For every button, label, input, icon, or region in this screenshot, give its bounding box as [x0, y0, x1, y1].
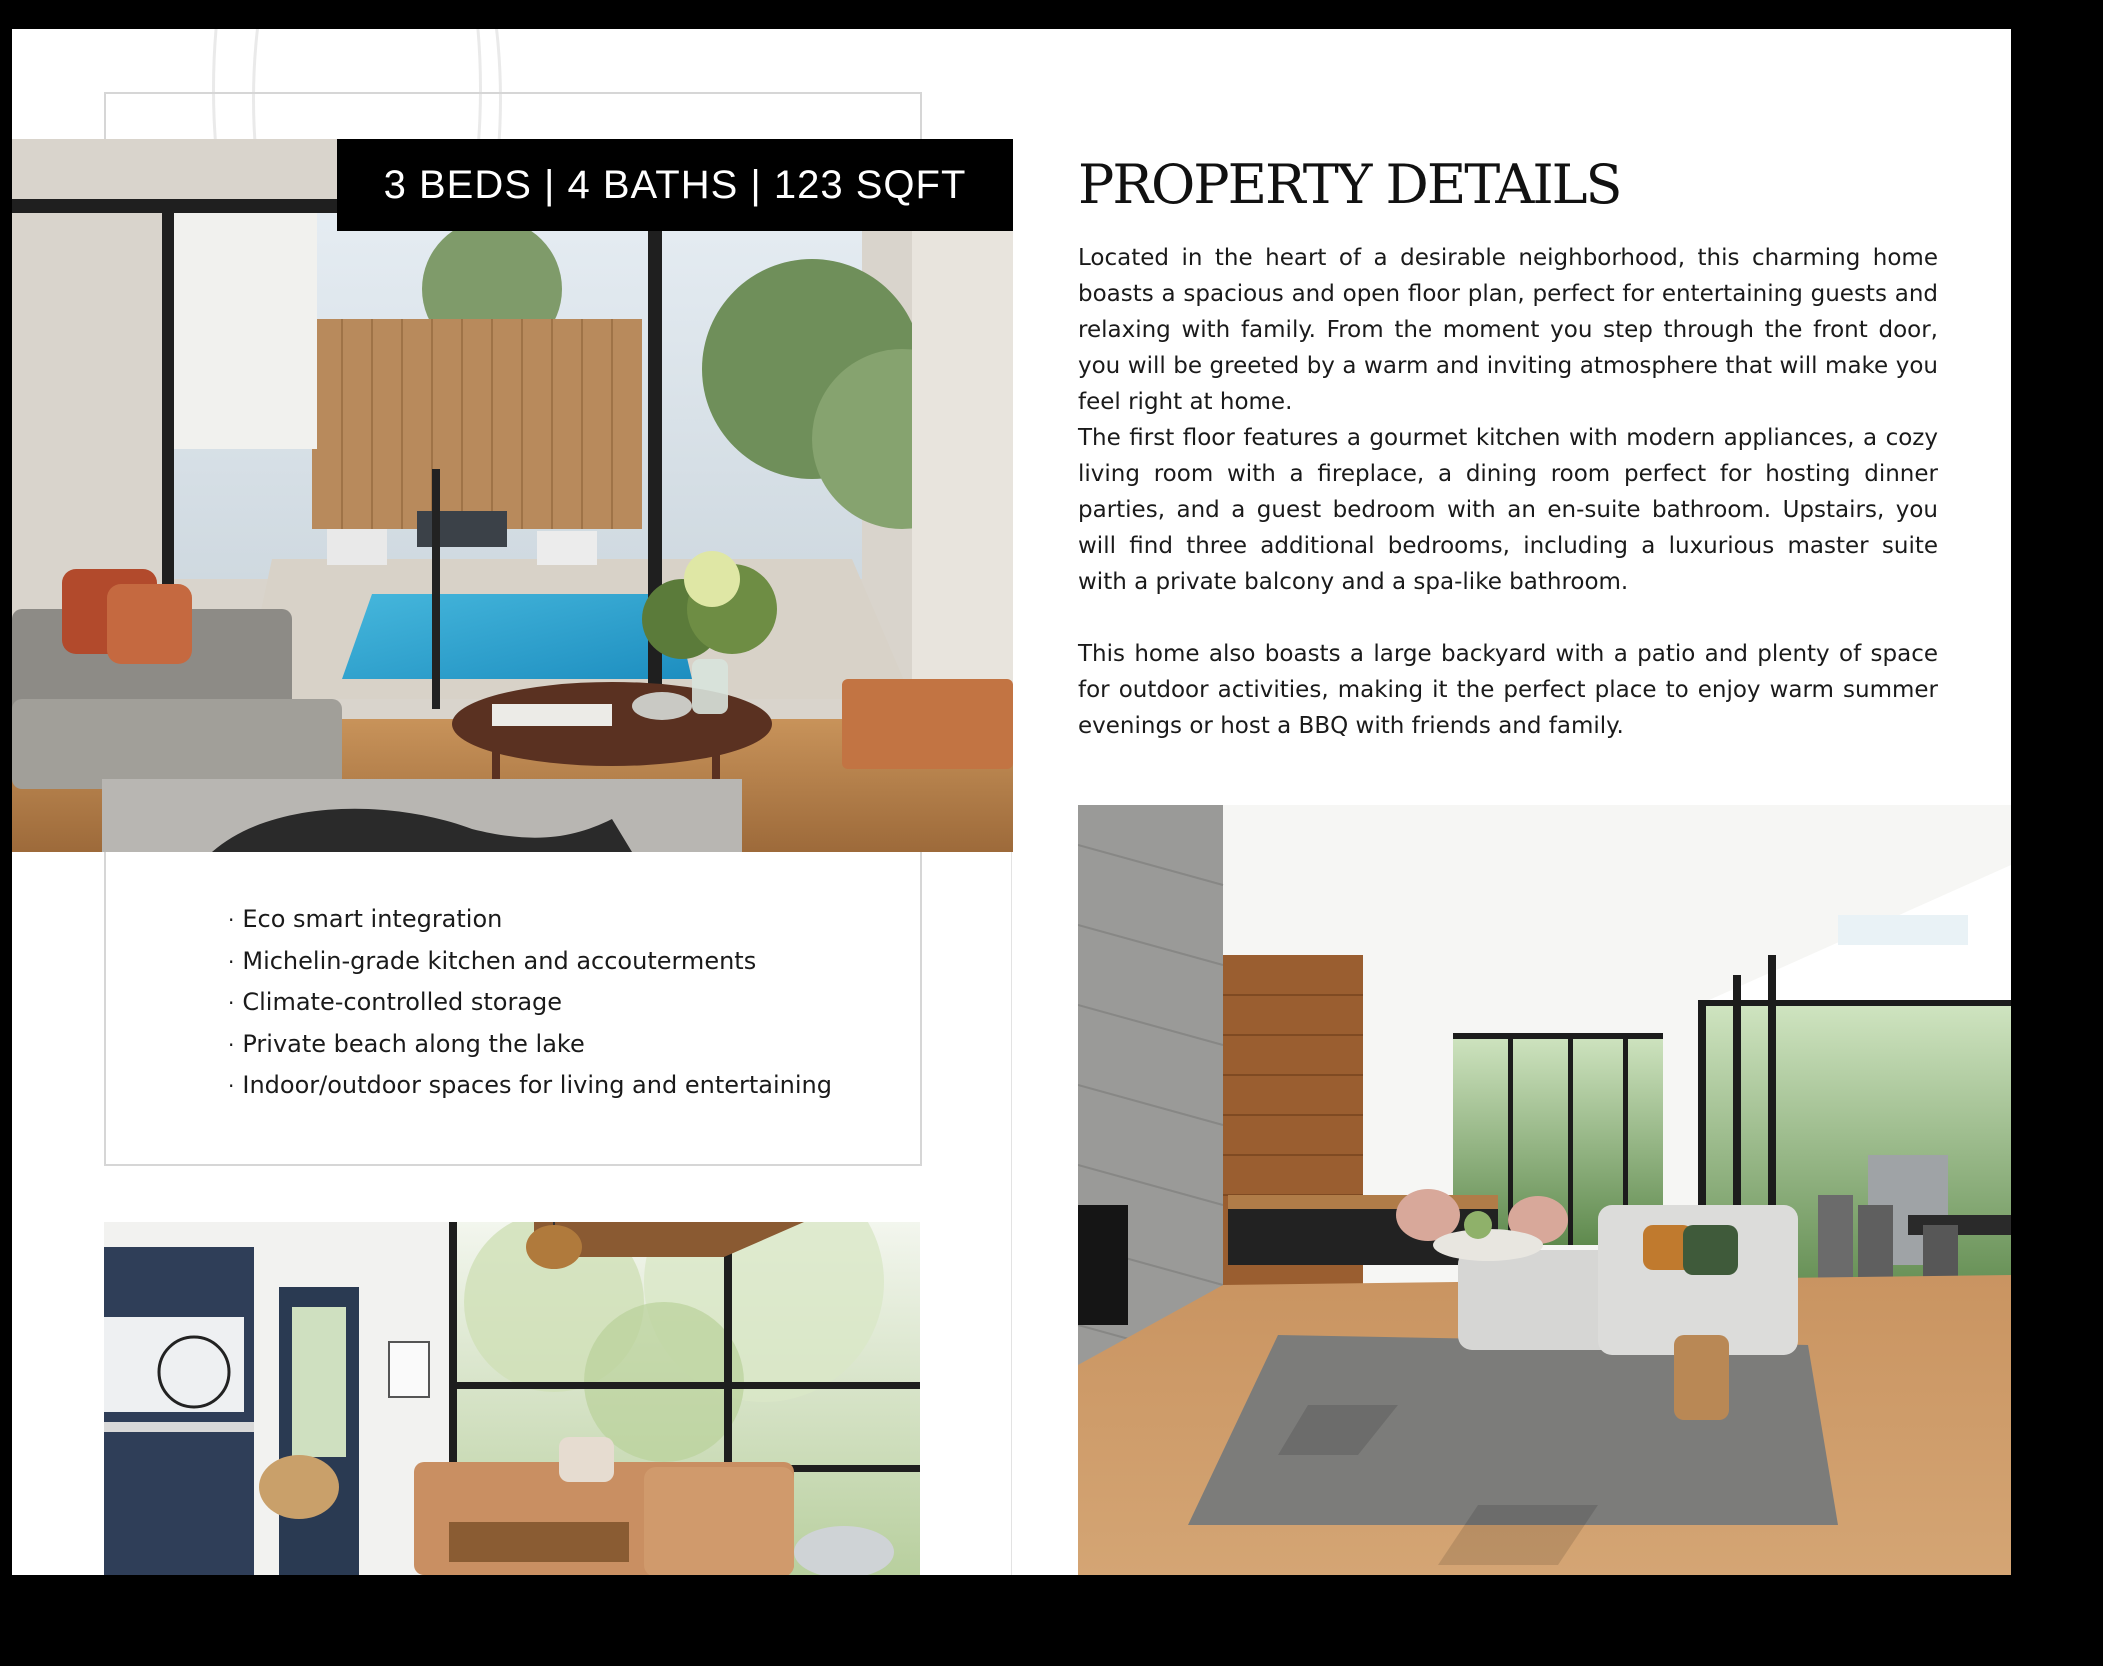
bullet: ·: [228, 1074, 235, 1098]
bullet: ·: [228, 908, 235, 932]
list-item: [228, 982, 832, 1024]
description-paragraph: This home also boasts a large backyard with a patio and plenty of space for outdoor activities, making it the perfect place to enjoy warm summer evenings or host a BBQ with friends and family.: [1078, 641, 1938, 739]
bullet: ·: [228, 991, 235, 1015]
description-paragraph: Located in the heart of a desirable neighborhood, this charming home boasts a spacious and open floor plan, perfect for entertaining guests and relaxing with family. From the moment you step through the front door, you will be greeted by a warm and inviting atmosphere that will make you feel right at home.: [1078, 245, 1938, 415]
feature-text: Michelin-grade kitchen and accouterments: [242, 946, 757, 975]
living-room-pool-photo: [12, 139, 1013, 852]
property-stats-banner: 3 BEDS | 4 BATHS | 123 SQFT: [337, 139, 1013, 231]
list-item: [228, 941, 832, 983]
bullet: ·: [228, 1032, 235, 1057]
lounge-photo: [104, 1222, 920, 1575]
open-plan-living-photo: [1078, 805, 2011, 1575]
features-list: [228, 899, 832, 1107]
feature-text: Eco smart integration: [242, 905, 503, 933]
bullet: ·: [228, 949, 235, 974]
list-item: [228, 899, 832, 941]
brochure-page: [12, 29, 2011, 1575]
feature-text: Climate-controlled storage: [242, 988, 563, 1016]
column-divider: [1011, 849, 1012, 1575]
list-item: [228, 1024, 832, 1066]
feature-text: Indoor/outdoor spaces for living and entertaining: [242, 1071, 832, 1099]
description-paragraph: The first floor features a gourmet kitchen with modern appliances, a cozy living room with a fireplace, a dining room perfect for hosting dinner parties, and a guest bedroom with an en-suite bathroom. Upstairs, you will find three additional bedrooms, including a luxurious master suite with a private balcony and a spa-like bathroom.: [1078, 425, 1938, 595]
feature-text: Private beach along the lake: [242, 1029, 585, 1058]
list-item: [228, 1065, 832, 1107]
section-title: PROPERTY DETAILS: [1078, 153, 1621, 216]
